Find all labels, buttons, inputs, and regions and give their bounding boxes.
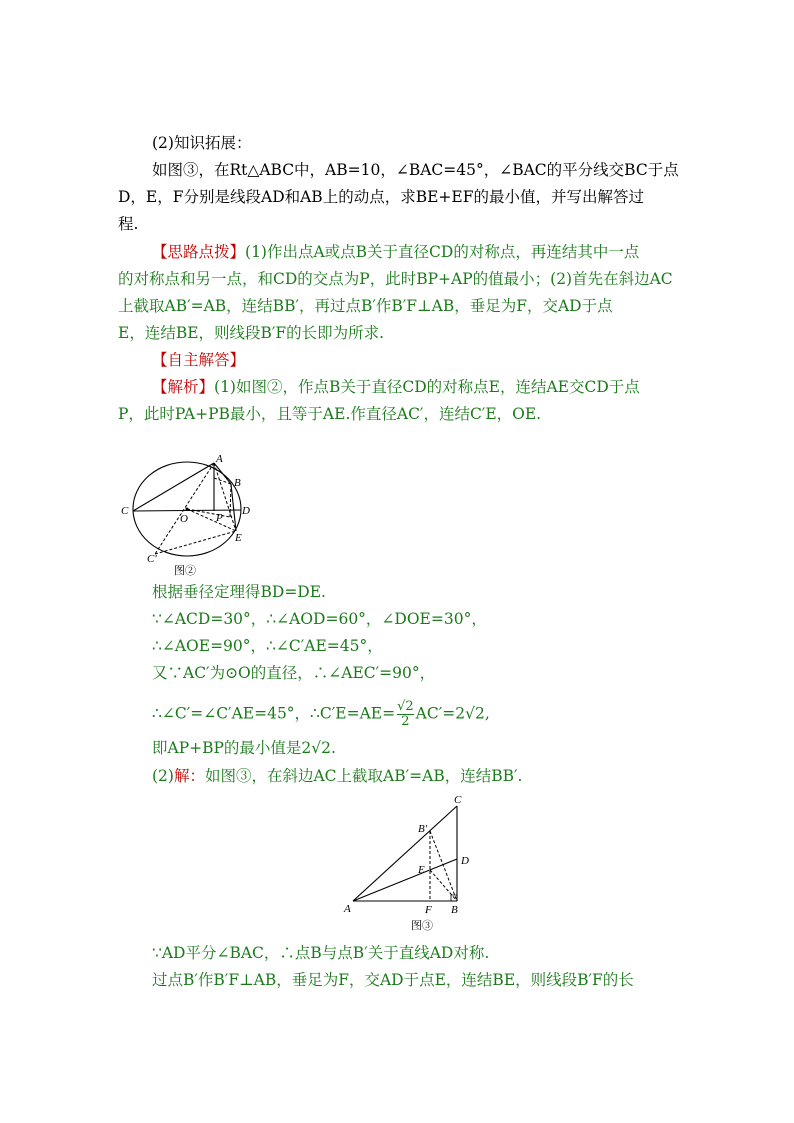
hint-line-3: 上截取AB′=AB，连结BB′，再过点B′作B′F⊥AB，垂足为F，交AD于点 — [118, 297, 613, 315]
part2-line-1 — [152, 766, 522, 786]
section-heading: (2)知识拓展： — [152, 134, 252, 152]
fig2-label-o: O — [180, 513, 188, 525]
fraction-numerator: √2 — [397, 699, 414, 714]
fig2-label-c-prime: C′ — [147, 553, 157, 565]
figure-2-circle-diagram — [118, 450, 258, 575]
fig3-label-c: C — [454, 794, 462, 806]
analysis-line-2: P，此时PA+PB最小，且等于AE.作直径AC′，连结C′E，OE. — [118, 405, 542, 423]
fig3-label-a: A — [344, 903, 351, 915]
proof-line-6: 即AP+BP的最小值是2√2. — [152, 739, 336, 757]
analysis-text-1: (1)如图②，作点B关于直径CD的对称点E，连结AE交CD于点 — [214, 378, 640, 396]
problem-line-3: 程. — [118, 215, 139, 233]
tail-line-2: 过点B′作B′F⊥AB，垂足为F，交AD于点E，连结BE，则线段B′F的长 — [152, 971, 634, 989]
fig3-caption: 图③ — [411, 920, 433, 932]
proof-line-5 — [152, 700, 490, 729]
fig2-label-a: A — [216, 453, 223, 465]
self-answer-tag: 【自主解答】 — [152, 351, 246, 369]
fig2-label-d: D — [242, 505, 250, 517]
problem-line-1: 如图③，在Rt△ABC中，AB=10，∠BAC=45°，∠BAC的平分线交BC于点 — [152, 161, 679, 179]
fig2-label-c: C — [121, 505, 129, 517]
solve-tag: 解： — [173, 767, 205, 785]
proof-line-1: 根据垂径定理得BD=DE. — [152, 583, 326, 601]
proof-line-3: ∴∠AOE=90°，∴∠C′AE=45°， — [152, 637, 383, 655]
hint-line-4: E，连结BE，则线段B′F的长即为所求. — [118, 324, 385, 342]
fig2-caption: 图② — [174, 565, 196, 577]
segment-ca — [133, 463, 214, 511]
fig2-label-b: B — [234, 477, 241, 489]
proof-line-4: 又∵AC′为⊙O的直径，∴∠AEC′=90°， — [152, 664, 436, 682]
part2-prefix: (2) — [152, 767, 174, 785]
fraction-denominator: 2 — [401, 714, 410, 729]
segment-ac — [353, 806, 457, 901]
tail-line-1: ∵AD平分∠BAC，∴点B与点B′关于直线AD对称. — [152, 944, 490, 962]
segment-b-e — [231, 484, 236, 531]
fig2-label-e: E — [235, 532, 242, 544]
fig3-label-f: F — [425, 904, 432, 916]
fig3-label-e: E — [418, 864, 425, 876]
proof-text-5b: AC′=2√2, — [415, 704, 490, 723]
fraction-sqrt2-over-2 — [397, 700, 414, 729]
fig3-label-b-prime: B′ — [418, 823, 428, 835]
segment-ad — [353, 859, 457, 901]
problem-line-2: D，E，F分别是线段AD和AB上的动点，求BE+EF的最小值，并写出解答过 — [118, 188, 644, 206]
proof-line-2: ∵∠ACD=30°，∴∠AOD=60°，∠DOE=30°， — [152, 610, 487, 628]
analysis-tag: 【解析】 — [152, 378, 215, 396]
fig2-label-p: P — [216, 512, 223, 524]
hint-text-1: (1)作出点A或点B关于直径CD的对称点，再连结其中一点 — [245, 243, 640, 261]
hint-line-1 — [152, 242, 639, 262]
proof-text-5a: ∴∠C′=∠C′AE=45°，∴C′E=AE= — [152, 704, 396, 723]
fig3-label-d: D — [461, 855, 469, 867]
part2-text-1: 如图③，在斜边AC上截取AB′=AB，连结BB′. — [204, 767, 523, 785]
fig3-label-b: B — [451, 904, 458, 916]
hint-tag: 【思路点拨】 — [152, 243, 246, 261]
analysis-line-1 — [152, 377, 640, 397]
segment-ab — [214, 463, 231, 484]
figure-3-triangle-diagram — [345, 790, 475, 935]
hint-line-2: 的对称点和另一点，和CD的交点为P，此时BP+AP的值最小；(2)首先在斜边AC — [118, 270, 673, 288]
